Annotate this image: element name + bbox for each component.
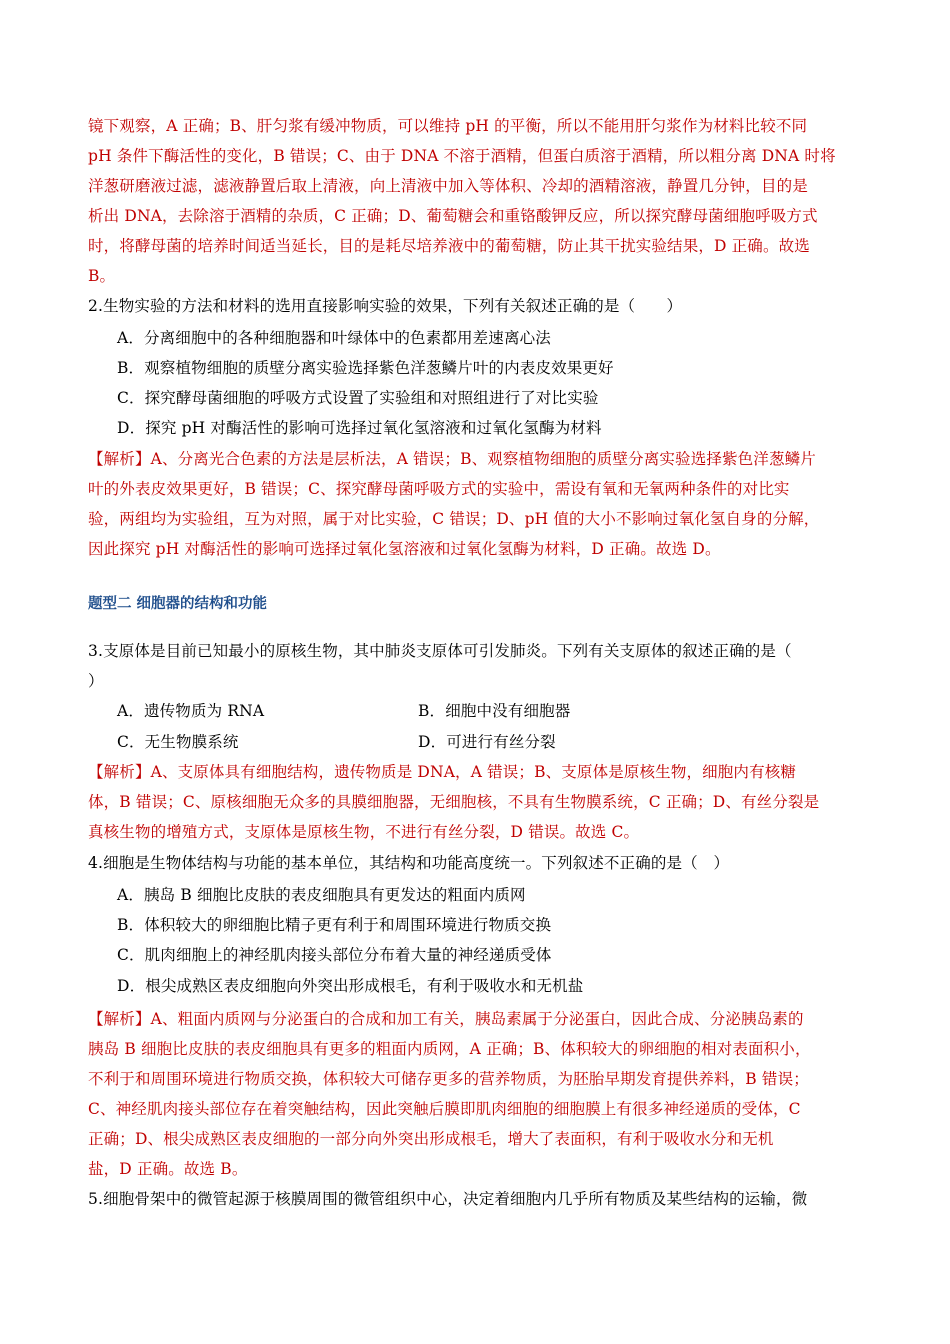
q2-analysis-line: 验，两组均为实验组，互为对照，属于对比实验，C 错误；D、pH 值的大小不影响过氧化氢自身的分解， (88, 510, 820, 528)
q2-analysis-line: 因此探究 pH 对酶活性的影响可选择过氧化氢溶液和过氧化氢酶为材料，D 正确。故选 D。 (88, 540, 721, 558)
q3-analysis-line: 体，B 错误；C、原核细胞无众多的具膜细胞器，无细胞核，不具有生物膜系统，C 正确；D、有丝分裂是 (88, 793, 820, 811)
q4-analysis-line: 盐，D 正确。故选 B。 (88, 1160, 248, 1178)
analysis-line: 时，将酵母菌的培养时间适当延长，目的是耗尽培养液中的葡萄糖，防止其干扰实验结果，D 正确。故选 (88, 237, 810, 255)
q3-option-d: D．可进行有丝分裂 (418, 733, 556, 751)
analysis-line: 镜下观察，A 正确；B、肝匀浆有缓冲物质，可以维持 pH 的平衡，所以不能用肝匀浆作为材料比较不同 (88, 117, 808, 135)
analysis-line: B。 (88, 267, 116, 285)
q2-option-a: A．分离细胞中的各种细胞器和叶绿体中的色素都用差速离心法 (117, 329, 551, 347)
q3-option-c: C．无生物膜系统 (117, 733, 239, 751)
q3-analysis-line: 真核生物的增殖方式，支原体是原核生物，不进行有丝分裂，D 错误。故选 C。 (88, 823, 640, 841)
section-heading: 题型二 细胞器的结构和功能 (88, 596, 268, 612)
q2-option-d: D．探究 pH 对酶活性的影响可选择过氧化氢溶液和过氧化氢酶为材料 (117, 419, 602, 437)
q4-analysis-line: 【解析】A、粗面内质网与分泌蛋白的合成和加工有关，胰岛素属于分泌蛋白，因此合成、分泌胰岛素的 (88, 1010, 804, 1028)
q4-option-c: C．肌肉细胞上的神经肌肉接头部位分布着大量的神经递质受体 (117, 946, 552, 964)
q3-analysis-line: 【解析】A、支原体具有细胞结构，遗传物质是 DNA，A 错误；B、支原体是原核生物，细胞内有核糖 (88, 763, 797, 781)
q4-analysis-line: 正确；D、根尖成熟区表皮细胞的一部分向外突出形成根毛，增大了表面积，有利于吸收水分和无机 (88, 1130, 774, 1148)
q3-option-a: A．遗传物质为 RNA (117, 702, 265, 720)
question-3-stem: 3.支原体是目前已知最小的原核生物，其中肺炎支原体可引发肺炎。下列有关支原体的叙述正确的是（ (88, 642, 792, 660)
q4-analysis-line: 不利于和周围环境进行物质交换，体积较大可储存更多的营养物质，为胚胎早期发育提供养料，B 错误； (88, 1070, 809, 1088)
q4-analysis-line: 胰岛 B 细胞比皮肤的表皮细胞具有更多的粗面内质网，A 正确；B、体积较大的卵细胞的相对表面积小， (88, 1040, 811, 1058)
analysis-line: 洋葱研磨液过滤，滤液静置后取上清液，向上清液中加入等体积、冷却的酒精溶液，静置几分钟，目的是 (88, 177, 808, 195)
question-4-stem: 4.细胞是生物体结构与功能的基本单位，其结构和功能高度统一。下列叙述不正确的是（ ） (88, 854, 730, 872)
question-3-stem: ） (88, 672, 104, 690)
q2-analysis-line: 【解析】A、分离光合色素的方法是层析法，A 错误；B、观察植物细胞的质壁分离实验选择紫色洋葱鳞片 (88, 450, 816, 468)
q4-analysis-line: C、神经肌肉接头部位存在着突触结构，因此突触后膜即肌肉细胞的细胞膜上有很多神经递质的受体，C (88, 1100, 801, 1118)
question-2-stem: 2.生物实验的方法和材料的选用直接影响实验的效果，下列有关叙述正确的是（ ） (88, 297, 683, 315)
analysis-line: pH 条件下酶活性的变化，B 错误；C、由于 DNA 不溶于酒精，但蛋白质溶于酒精，所以粗分离 DNA 时将 (88, 147, 836, 165)
q4-option-b: B．体积较大的卵细胞比精子更有利于和周围环境进行物质交换 (117, 916, 552, 934)
q2-option-b: B．观察植物细胞的质壁分离实验选择紫色洋葱鳞片叶的内表皮效果更好 (117, 359, 614, 377)
q2-analysis-line: 叶的外表皮效果更好，B 错误；C、探究酵母菌呼吸方式的实验中，需设有氧和无氧两种条件的对比实 (88, 480, 790, 498)
q4-option-a: A．胰岛 B 细胞比皮肤的表皮细胞具有更发达的粗面内质网 (117, 886, 526, 904)
q2-option-c: C．探究酵母菌细胞的呼吸方式设置了实验组和对照组进行了对比实验 (117, 389, 599, 407)
q4-option-d: D．根尖成熟区表皮细胞向外突出形成根毛，有利于吸收水和无机盐 (117, 977, 584, 995)
q3-option-b: B．细胞中没有细胞器 (418, 702, 571, 720)
question-5-stem: 5.细胞骨架中的微管起源于核膜周围的微管组织中心，决定着细胞内几乎所有物质及某些结构的运输，微 (88, 1190, 808, 1208)
analysis-line: 析出 DNA，去除溶于酒精的杂质，C 正确；D、葡萄糖会和重铬酸钾反应，所以探究酵母菌细胞呼吸方式 (88, 207, 818, 225)
